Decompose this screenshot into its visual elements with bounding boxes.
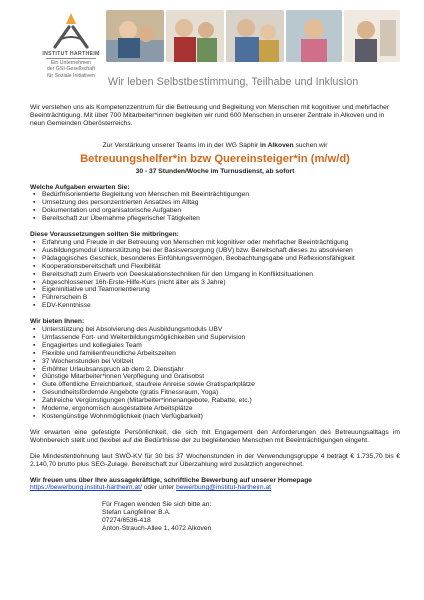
list-item: ▪ Ausbildungsmodul Unterstützung bei der Basisversorgung (UBV) bzw. Bereitschaft dieses zu absolvieren xyxy=(30,247,400,255)
list-item: ▪ Moderne, ergonomisch ausgestattete Arbeitsplätze xyxy=(30,405,400,413)
tasks-list xyxy=(30,191,400,223)
support-text-pre: Zur Verstärkung unserer Teams im in der WG Saphir xyxy=(102,141,261,149)
logo-subtitle-2: der GSI-Gesellschaft xyxy=(46,66,96,73)
tagline: Wir leben Selbstbestimmung, Teilhabe und Inklusion xyxy=(108,76,359,88)
contact-intro: Für Fragen wenden Sie sich bitte an: xyxy=(102,501,212,509)
application-headline: Wir freuen uns über Ihre aussagekräftige, schriftliche Bewerbung auf unserer Homepage xyxy=(30,476,313,484)
support-text-post: suchen wir xyxy=(293,141,328,149)
header-photo-3 xyxy=(226,10,284,62)
closing-paragraph: Wir erwarten eine gefestigte Persönlichkeit, die sich mit Engagement den Anforderungen des Betreuungsalltags im Wohnbereich stellt und flexibel auf die Bedürfnisse der zu begleitenden Menschen mit Beeinträchtigungen eingeht. xyxy=(30,428,400,444)
list-item: ▪ Abgeschlossener 16h-Erste-Hilfe-Kurs (nicht älter als 3 Jahre) xyxy=(30,279,400,287)
list-item: ▪ Umfassende Fort- und Weiterbildungsmöglichkeiten und Supervision xyxy=(30,334,400,342)
list-item: ▪ Bereitschaft zum Erwerb von Deeskalationstechniken für den Umgang in Konfliktsituationen xyxy=(30,271,400,279)
logo-subtitle-1: Ein Unternehmen xyxy=(50,59,92,66)
requirements-heading: Diese Voraussetzungen sollten Sie mitbringen: xyxy=(30,231,179,239)
list-item: ▪ Bereitschaft zur Übernahme pflegerischer Tätigkeiten xyxy=(30,215,400,223)
salary-paragraph: Die Mindestentlohnung laut SWÖ-KV für 30 bis 37 Wochenstunden in der Verwendungsgruppe 4 beträgt € 1.735,70 bis € 2.140,70 brutto plus SEG-Zulage. Bereitschaft zur Überzahlung wird zusätzlich angerechnet. xyxy=(30,452,400,468)
list-item: ▪ Führerschein B xyxy=(30,294,400,302)
list-item: ▪ Bedürfnisorientierte Begleitung von Menschen mit Beeinträchtigungen xyxy=(30,191,400,199)
benefits-heading: Wir bieten Ihnen: xyxy=(30,318,85,326)
intro-paragraph: Wir verstehen uns als Kompetenzzentrum für die Betreuung und Begleitung von Menschen mit kognitiver und mehrfacher Beeinträchtigung. Mit über 700 Mitarbeiter*innen begleiten wir rund 600 Menschen in unserer Zentrale in Alkoven und in neun Gemeinden Oberösterreichs. xyxy=(30,104,390,127)
logo-divider xyxy=(46,58,96,59)
job-ad-content xyxy=(30,104,400,533)
header-photo-4 xyxy=(286,10,342,62)
header-photo-2 xyxy=(166,10,224,62)
benefits-list xyxy=(30,326,400,421)
list-item: ▪ Gute öffentliche Erreichbarkeit, staufreie Anreise sowie Gratisparkplätze xyxy=(30,381,400,389)
list-item: ▪ Engagiertes und kollegiales Team xyxy=(30,342,400,350)
logo-name: INSTITUT HARTHEIM xyxy=(42,51,100,57)
list-item: ▪ Pädagogisches Geschick, besonderes Einfühlungsvermögen, Beobachtungsgabe und Reflexionsfähigkeit xyxy=(30,255,400,263)
list-item: ▪ Kostengünstige Wohnmöglichkeit (nach Verfügbarkeit) xyxy=(30,413,400,421)
header-photo-1 xyxy=(106,10,164,62)
contact-phone: 07274/6536-418 xyxy=(102,517,151,525)
list-item: ▪ Dokumentation und organisatorische Aufgaben xyxy=(30,207,400,215)
list-item: ▪ Flexible und familienfreundliche Arbeitszeiten xyxy=(30,350,400,358)
list-item: ▪ Zahlreiche Vergünstigungen (Mitarbeiter*innenangebote, Rabatte, etc.) xyxy=(30,397,400,405)
list-item: ▪ Günstige Mitarbeiter*innen Verpflegung und Gratisobst xyxy=(30,373,400,381)
list-item: ▪ Erfahrung und Freude in der Betreuung von Menschen mit kognitiver oder mehrfacher Beeinträchtigung xyxy=(30,239,400,247)
institut-hartheim-logo xyxy=(40,10,102,90)
page-header xyxy=(0,0,424,100)
application-connector: oder unter xyxy=(141,484,177,492)
list-item: ▪ EDV-Kenntnisse xyxy=(30,302,400,310)
application-email-link[interactable]: bewerbung@institut-hartheim.at xyxy=(176,484,271,492)
list-item: ▪ Gesundheitsfördernde Angebote (gratis Fitnessraum, Yoga) xyxy=(30,389,400,397)
header-photo-strip xyxy=(106,10,400,62)
list-item: ▪ Erhöhter Urlaubsanspruch ab dem 2. Dienstjahr xyxy=(30,366,400,374)
header-photo-5 xyxy=(344,10,400,62)
logo-subtitle-3: für Soziale Initiativen xyxy=(47,72,95,79)
application-links xyxy=(30,484,400,492)
list-item: ▪ Unterstützung bei Absolvierung des Ausbildungsmoduls UBV xyxy=(30,326,400,334)
job-title: Betreuungshelfer*in bzw Quereinsteiger*in (m/w/d) xyxy=(80,152,350,165)
tasks-heading: Welche Aufgaben erwarten Sie: xyxy=(30,183,130,191)
job-hours: 30 - 37 Stunden/Woche im Turnusdienst, ab sofort xyxy=(135,167,295,175)
logo-mark-icon xyxy=(49,10,93,50)
list-item: ▪ Kooperationsbereitschaft und Flexibilität xyxy=(30,263,400,271)
support-line xyxy=(30,142,400,150)
list-item: ▪ 37 Wochenstunden bei Vollzeit xyxy=(30,358,400,366)
support-location: in Alkoven xyxy=(260,141,294,149)
list-item: ▪ Eigeninitiative und Teamorientierung xyxy=(30,286,400,294)
contact-person: Stefan Langfellner B.A. xyxy=(102,509,171,517)
list-item: ▪ Umsetzung des personzentrierten Ansatzes im Alltag xyxy=(30,199,400,207)
requirements-list xyxy=(30,239,400,310)
contact-block xyxy=(30,501,400,533)
application-portal-link[interactable]: https://bewerbung.institut-hartheim.at/ xyxy=(30,484,142,492)
contact-address: Anton-Strauch-Allee 1, 4072 Alkoven xyxy=(102,525,212,533)
